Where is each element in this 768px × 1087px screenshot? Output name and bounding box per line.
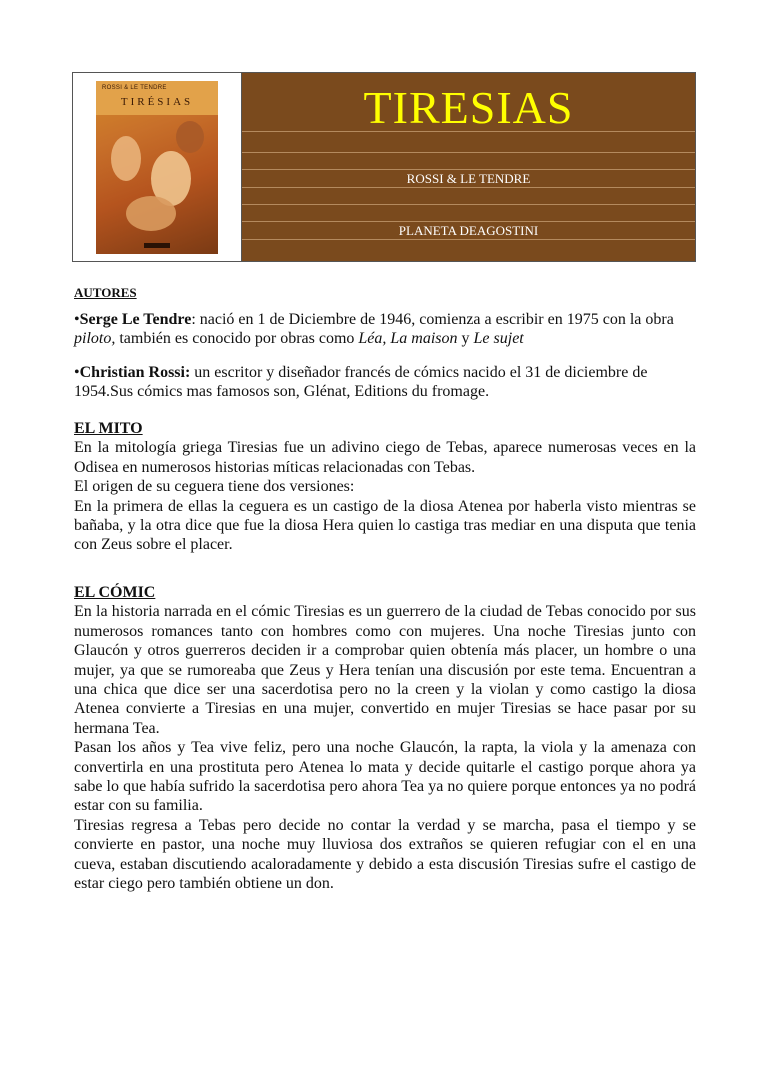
cover-cell [73,73,242,261]
cover-figure [126,196,176,231]
author-text: y [457,330,474,348]
comic-section [74,583,696,894]
mito-section [74,419,696,555]
work-title: piloto, [74,330,116,348]
rule-line [242,187,695,188]
author-name: Serge Le Tendre [79,311,192,328]
author-text: un escritor y diseñador francés de cómics nacido el 31 de diciembre de 1954.Sus cómics mas famosos son, Glénat, Editions du fromage. [74,364,648,401]
author-le-tendre [74,310,696,349]
cover-authors: ROSSI & LE TENDRE [102,84,167,91]
authors-line: ROSSI & LE TENDRE [406,171,531,186]
cover-figure [176,121,204,153]
comic-cover-image [96,81,218,254]
author-text: : nació en 1 de Diciembre de 1946, comienza a escribir en 1975 con la obra [191,311,674,328]
rule-line [242,239,695,240]
author-rossi [74,363,696,402]
bullet: • [74,311,80,328]
paragraph: En la primera de ellas la ceguera es un castigo de la diosa Atenea por haberla visto mientras se bañaba, y la otra dice que fue la diosa Hera quien lo castiga tras mediar en una disputa que tenia con Zeus sobre el placer. [74,497,696,554]
paragraph: En la mitología griega Tiresias fue un adivino ciego de Tebas, aparece numerosas veces en la Odisea en numerosos historias míticas relacionadas con Tebas. [74,439,696,476]
paragraph: Pasan los años y Tea vive feliz, pero una noche Glaucón, la rapta, la viola y la amenaza con convertirla en una prostituta pero Atenea lo mata y decide quitarle el castigo porque ahora ya sabe lo que había sufrido la sacerdotisa pero ahora Tea ya no quiere porque entonces ya no podrá estar con su familia. [74,739,696,815]
header-table [72,72,696,262]
autores-heading: AUTORES [74,285,137,300]
author-name: Christian Rossi: [79,364,191,381]
cover-publisher-mark [144,243,170,248]
comic-heading: EL CÓMIC [74,584,156,601]
document-title: TIRESIAS [363,82,574,133]
rule-line [242,221,695,222]
rule-line [242,169,695,170]
author-text: también es conocido por obras como [115,330,359,348]
cover-title: TIRÉSIAS [120,95,194,108]
rule-line [242,152,695,153]
bullet: • [74,364,80,381]
rule-line [242,204,695,205]
cover-figure [111,136,141,181]
title-cell [242,73,695,261]
paragraph: El origen de su ceguera tiene dos versiones: [74,478,355,496]
autores-section [74,283,696,302]
paragraph: En la historia narrada en el cómic Tiresias es un guerrero de la ciudad de Tebas conocido por sus numerosos romances tanto con hombres como con mujeres. Una noche Tiresias junto con Glaucón y otros guerreros deciden ir a comprobar quien obtenía más placer, un hombre o una mujer, ya que se rumoreaba que Zeus y Hera tenían una discusión por este tema. Encuentran a una chica que dice ser una sacerdotisa pero no la creen y la violan y como castigo la diosa Atenea convierte a Tiresias en una mujer, convertido en mujer Tiresias se hace pasar por su hermana Tea. [74,603,696,737]
mito-heading: EL MITO [74,420,143,437]
work-title: Le sujet [473,330,524,348]
publisher-line: PLANETA DEAGOSTINI [398,223,539,238]
work-title: Léa, La maison [358,330,458,348]
paragraph: Tiresias regresa a Tebas pero decide no contar la verdad y se marcha, pasa el tiempo y se convierte en pastor, una noche muy lluviosa dos extraños se quieren refugiar con el en una cueva, estaban discutiendo acaloradamente y debido a esta discusión Tiresias sufre el castigo de estar ciego pero también obtiene un don. [74,816,696,893]
